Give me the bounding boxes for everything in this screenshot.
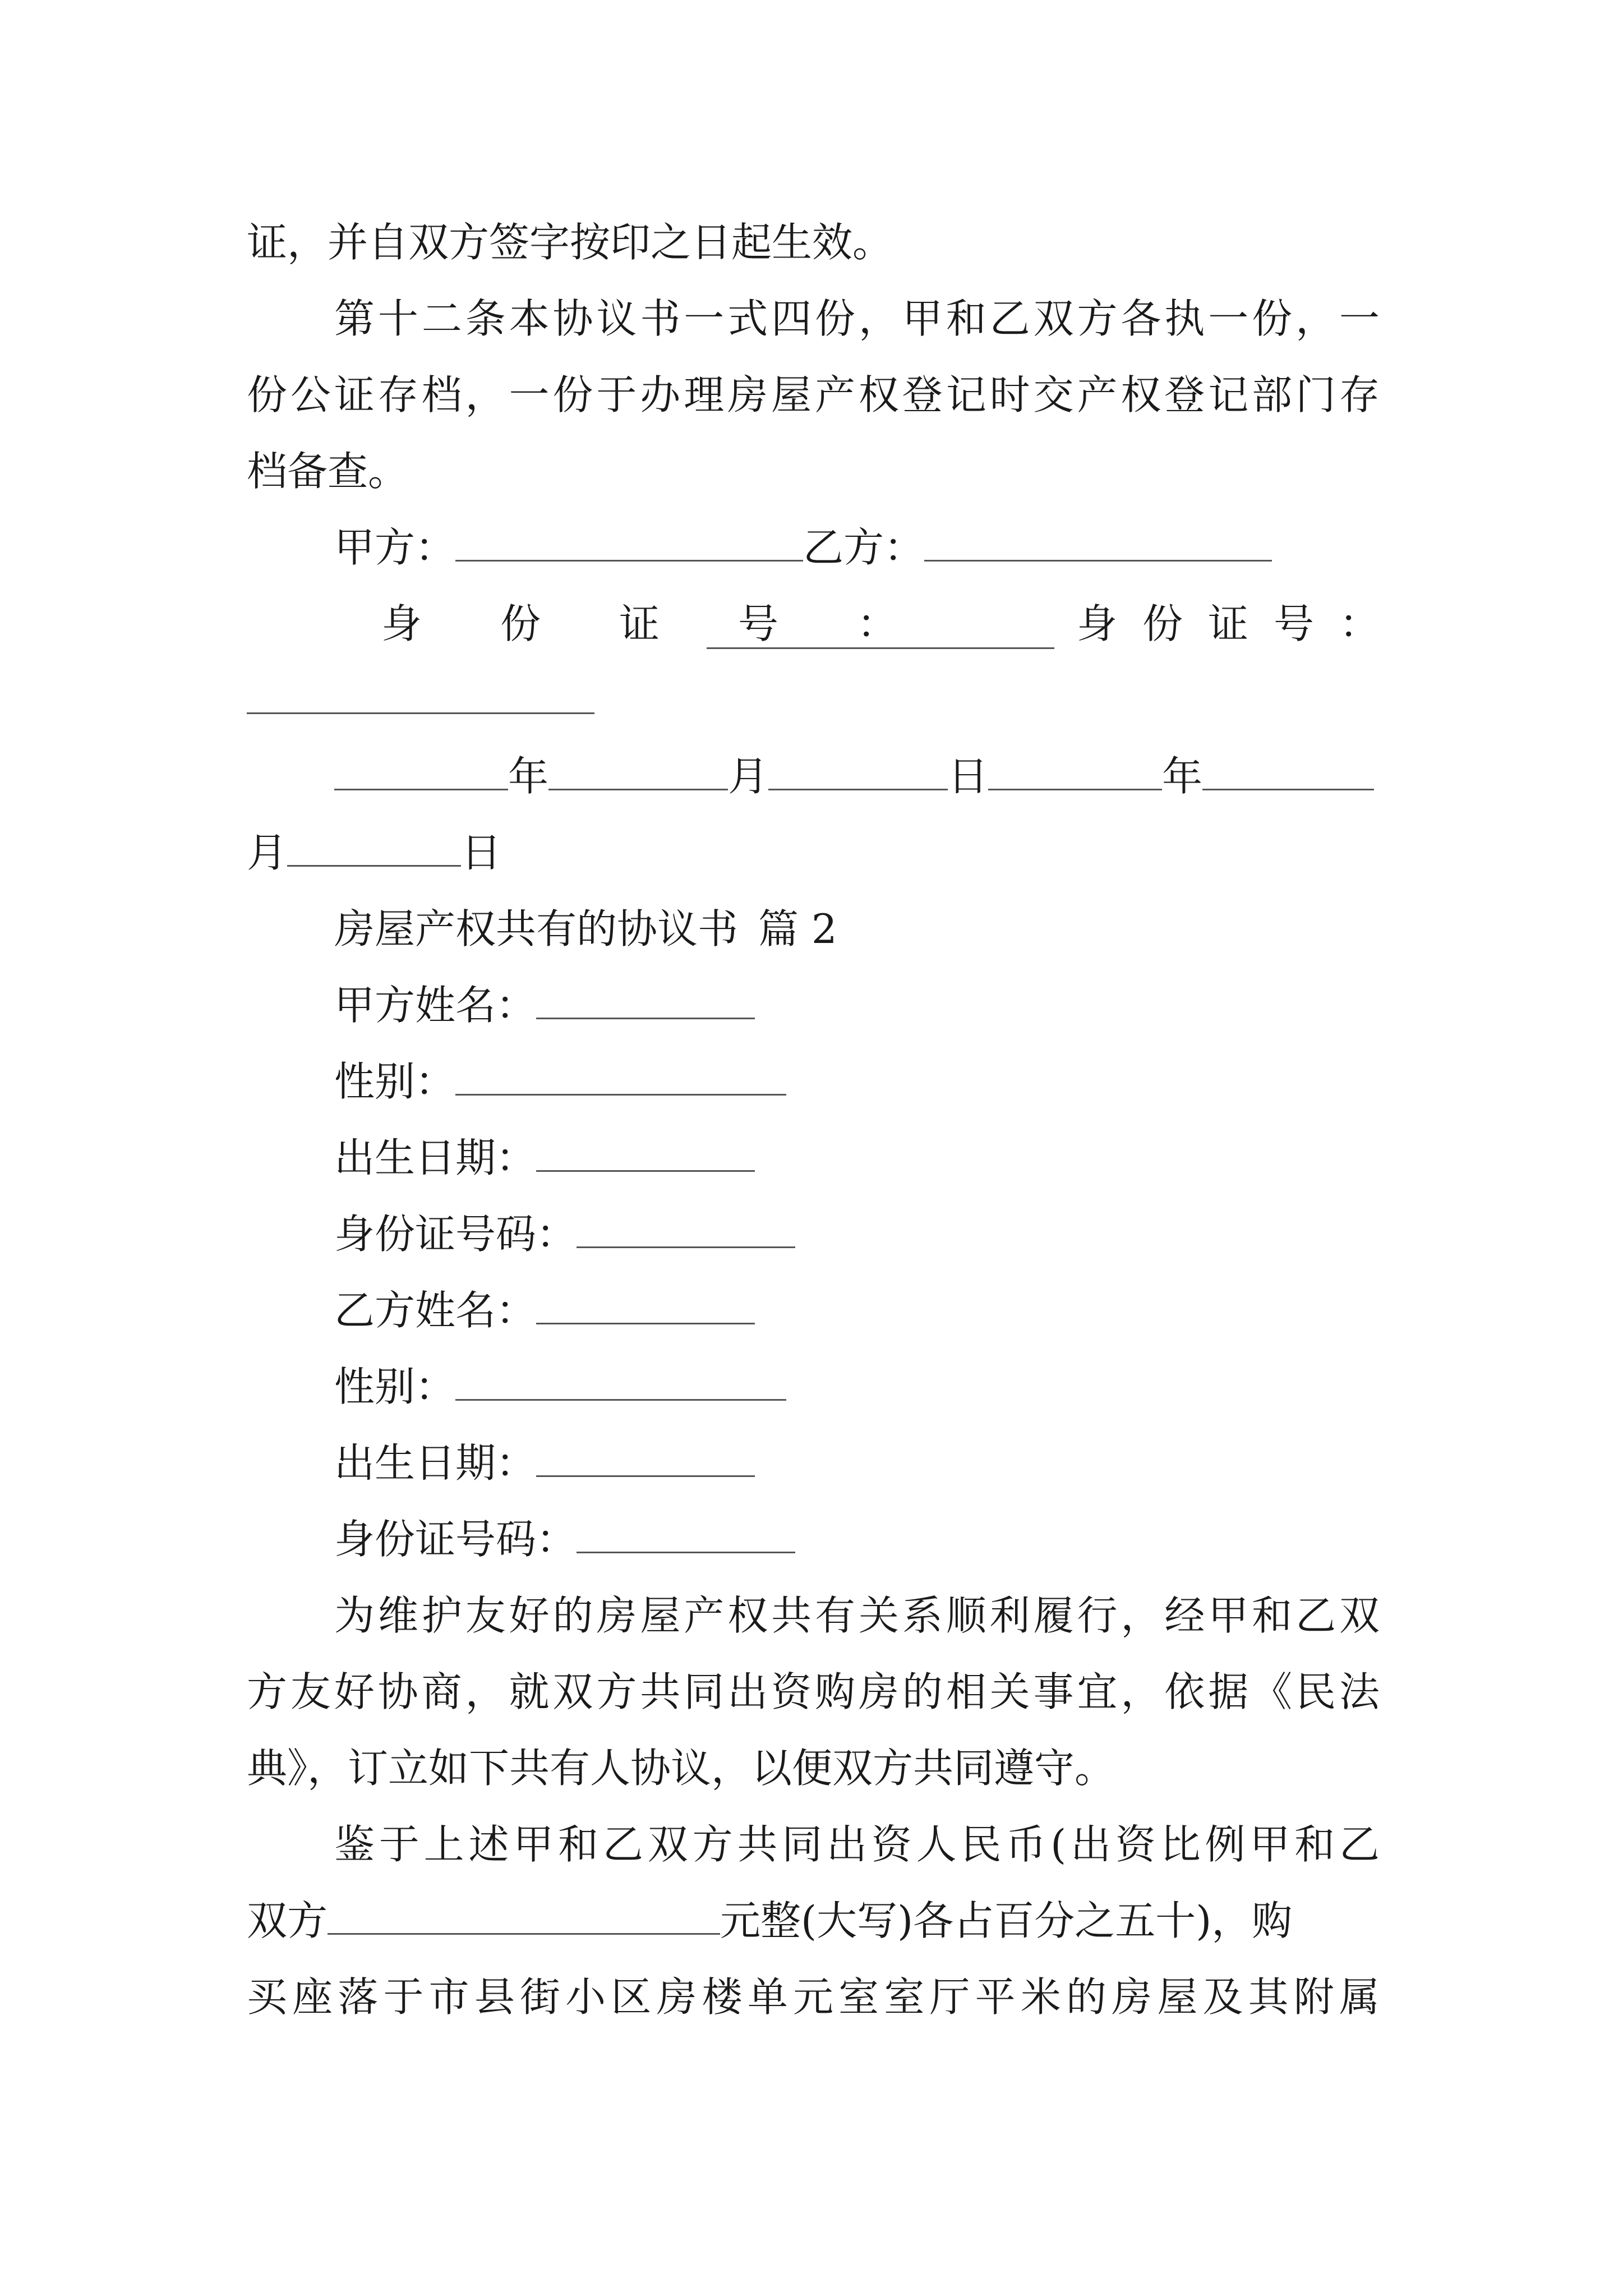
party-b-birth-blank — [536, 1430, 755, 1477]
month-blank — [548, 744, 728, 790]
party-a-id-row — [247, 1200, 1380, 1268]
party-b-name-blank — [536, 1278, 755, 1324]
year-blank — [988, 744, 1162, 790]
date-line-2 — [247, 819, 1380, 886]
day-label: 日 — [948, 753, 989, 800]
signature-parties-line — [247, 514, 1380, 581]
whereas-line-2 — [247, 1887, 1380, 1954]
article-12-line-2: 份公证存档，一份于办理房屋产权登记时交产权登记部门存 — [247, 371, 1380, 418]
intro-line-2: 方友好协商，就双方共同出资购房的相关事宜，依据《民法 — [247, 1668, 1380, 1715]
party-b-id-label — [1077, 590, 1380, 657]
field-label: 身份证号码： — [334, 1211, 577, 1258]
id-label-char: 号 — [737, 600, 778, 647]
date-line-1 — [247, 743, 1380, 810]
party-a-sign-label: 甲方： — [334, 524, 456, 571]
party-a-sign-blank — [455, 515, 803, 562]
field-label: 出生日期： — [334, 1134, 537, 1181]
year-blank — [334, 744, 508, 790]
party-a-id-blank — [707, 602, 1054, 649]
party-a-birth-blank — [536, 1125, 755, 1172]
day-blank — [768, 744, 948, 790]
party-a-id-blank — [577, 1202, 795, 1248]
party-b-gender-blank — [455, 1354, 786, 1401]
section-number: 篇 2 — [758, 905, 837, 953]
party-b-gender-row — [247, 1353, 1380, 1420]
party-b-sign-label: 乙方： — [803, 524, 925, 571]
id-number-sign-line — [247, 590, 1380, 657]
id-label-char: 份 — [500, 600, 541, 647]
id-label-char: 号 — [1273, 600, 1314, 647]
id-label-char: ： — [1339, 600, 1380, 647]
party-b-id-blank-line — [247, 666, 1380, 734]
field-label: 甲方姓名： — [334, 982, 537, 1029]
intro-line-1: 为维护友好的房屋产权共有关系顺利履行，经甲和乙双 — [334, 1592, 1380, 1639]
id-label-char: 份 — [1142, 600, 1183, 647]
section-title: 房屋产权共有的协议书 — [334, 905, 739, 953]
id-label-char: ： — [856, 600, 897, 647]
party-b-sign-blank — [924, 515, 1272, 562]
party-a-name-row — [247, 972, 1380, 1039]
intro-line-3: 典》，订立如下共有人协议，以便双方共同遵守。 — [247, 1745, 1115, 1792]
month-label: 月 — [247, 829, 288, 876]
month-label: 月 — [728, 753, 769, 800]
id-label-char: 证 — [619, 600, 660, 647]
article-12-line-3: 档备查。 — [247, 448, 409, 495]
party-b-id-blank — [247, 668, 594, 714]
day-label: 日 — [461, 829, 502, 876]
id-label-char: 证 — [1207, 600, 1248, 647]
field-label: 出生日期： — [334, 1439, 537, 1487]
text-segment: 元整(大写)各占百分之五十)，购 — [720, 1897, 1293, 1944]
field-label: 性别： — [334, 1058, 456, 1105]
amount-blank — [328, 1888, 720, 1935]
text-segment: 双方 — [247, 1897, 328, 1944]
party-a-gender-row — [247, 1048, 1380, 1115]
whereas-line-1: 鉴于上述甲和乙双方共同出资人民币(出资比例甲和乙 — [334, 1821, 1380, 1868]
party-b-id-blank — [577, 1507, 795, 1553]
field-label: 身份证号码： — [334, 1516, 577, 1563]
article-12-line-1: 第十二条本协议书一式四份，甲和乙双方各执一份，一 — [334, 295, 1380, 342]
paragraph-line: 证，并自双方签字按印之日起生效。 — [247, 219, 893, 266]
month-blank — [1202, 744, 1374, 790]
year-label: 年 — [508, 753, 549, 800]
party-a-gender-blank — [455, 1049, 786, 1096]
party-b-id-row — [247, 1506, 1380, 1573]
day-blank — [287, 820, 461, 867]
year-label: 年 — [1162, 753, 1203, 800]
section-2-heading — [247, 895, 1380, 963]
party-b-name-row — [247, 1277, 1380, 1344]
party-b-birth-row — [247, 1429, 1380, 1497]
id-label-char: 身 — [1077, 600, 1118, 647]
id-label-char: 身 — [381, 600, 422, 647]
field-label: 性别： — [334, 1363, 456, 1410]
field-label: 乙方姓名： — [334, 1287, 537, 1334]
whereas-line-3: 买座落于市县街小区房楼单元室室厅平米的房屋及其附属 — [247, 1973, 1380, 2021]
party-a-birth-row — [247, 1124, 1380, 1191]
party-a-name-blank — [536, 973, 755, 1019]
